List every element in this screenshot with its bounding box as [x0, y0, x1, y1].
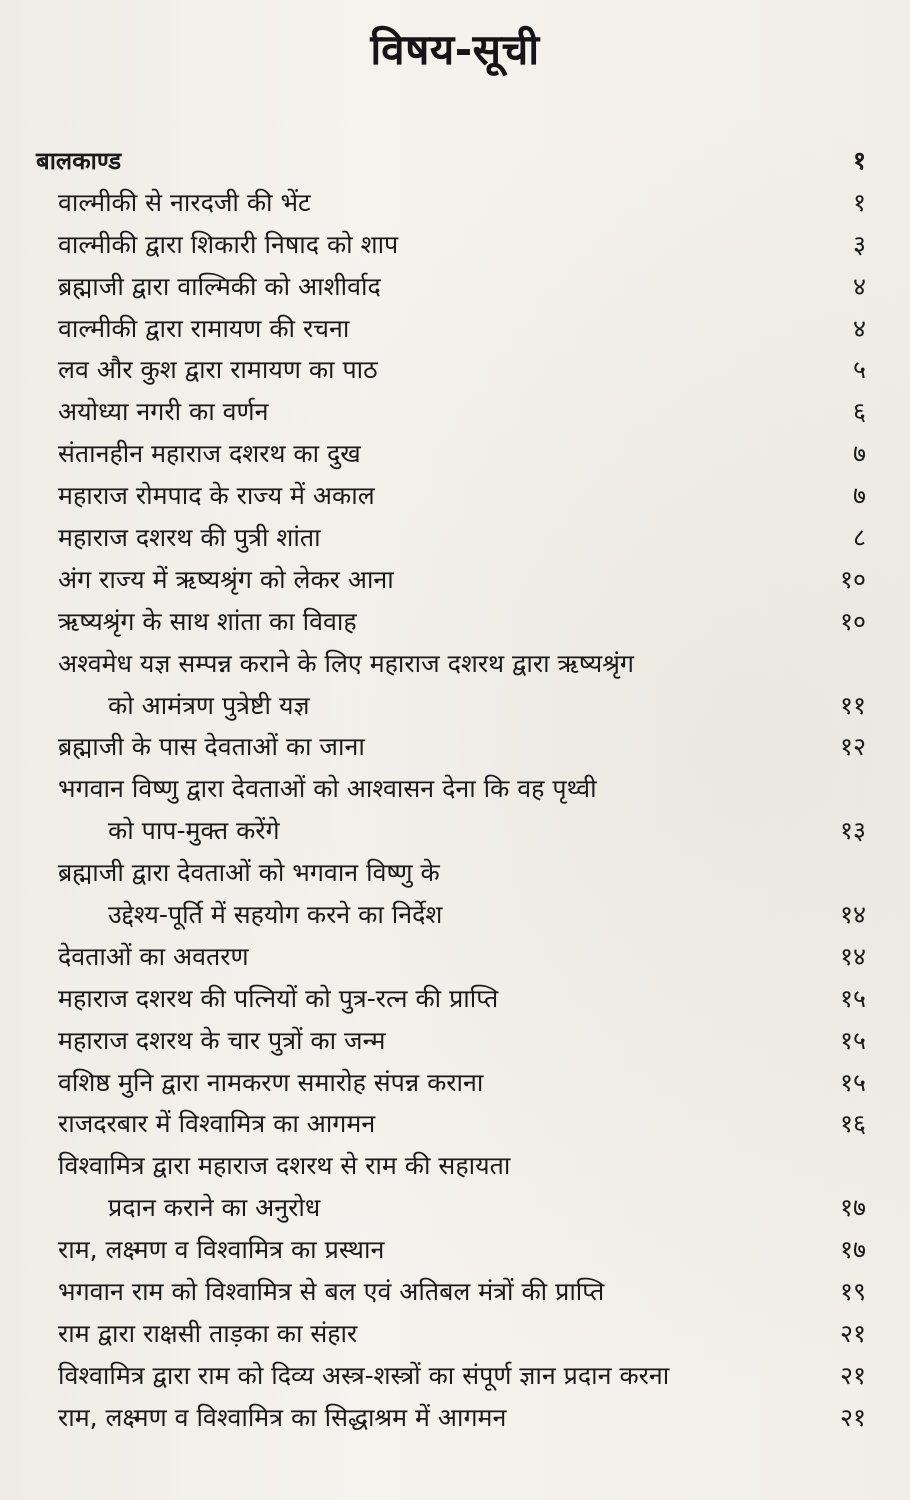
- toc-entry-page-number: २१: [839, 1360, 866, 1390]
- toc-entry-label: महाराज दशरथ के चार पुत्रों का जन्म: [58, 1025, 386, 1055]
- toc-entry-row: [0, 978, 910, 1020]
- toc-entry-label: अंग राज्य में ऋष्यश्रृंग को लेकर आना: [58, 564, 394, 594]
- toc-entry-label: देवताओं का अवतरण: [58, 941, 249, 971]
- toc-entry-label: महाराज दशरथ की पुत्री शांता: [58, 523, 321, 553]
- toc-entry-page-number: १५: [839, 983, 866, 1013]
- toc-entry-page-number: ७: [852, 439, 866, 469]
- toc-entry-row: [0, 643, 910, 685]
- toc-entry-label: विश्वामित्र द्वारा महाराज दशरथ से राम की सहायता: [58, 1151, 511, 1181]
- toc-entry-page-number: १६: [839, 1109, 866, 1139]
- toc-entry-row: [0, 810, 910, 852]
- toc-entry-page-number: १०: [839, 564, 866, 594]
- toc-entry-row: [0, 1229, 910, 1271]
- toc-entry-row: [0, 768, 910, 810]
- toc-entry-page-number: १७: [839, 1193, 866, 1223]
- section-page-number: १: [852, 146, 866, 175]
- toc-entry-label: राजदरबार में विश्वामित्र का आगमन: [58, 1109, 376, 1139]
- toc-entry-row: [0, 685, 910, 727]
- toc-entry-label: राम द्वारा राक्षसी ताड़का का संहार: [58, 1318, 358, 1348]
- toc-entry-row: [0, 475, 910, 517]
- toc-entry-label: वशिष्ठ मुनि द्वारा नामकरण समारोह संपन्न कराना: [58, 1067, 484, 1097]
- toc-entry-page-number: ४: [852, 271, 866, 301]
- toc-entry-label: महाराज रोमपाद के राज्य में अकाल: [58, 481, 375, 511]
- toc-entry-label: को पाप-मुक्त करेंगे: [108, 816, 280, 846]
- toc-entry-label: वाल्मीकी द्वारा शिकारी निषाद को शाप: [58, 229, 399, 259]
- toc-entry-label: अश्वमेध यज्ञ सम्पन्न कराने के लिए महाराज दशरथ द्वारा ऋष्यश्रृंग: [58, 648, 634, 678]
- toc-section-row: [0, 140, 910, 182]
- toc-entry-page-number: ११: [839, 690, 866, 720]
- toc-entry-page-number: ४: [852, 313, 866, 343]
- toc-entry-page-number: १: [852, 187, 866, 217]
- toc-entry-label: विश्वामित्र द्वारा राम को दिव्य अस्त्र-शस्त्रों का संपूर्ण ज्ञान प्रदान करना: [58, 1360, 670, 1390]
- toc-entry-label: लव और कुश द्वारा रामायण का पाठ: [58, 355, 378, 385]
- toc-entry-page-number: ३: [852, 229, 866, 259]
- toc-entry-label: महाराज दशरथ की पत्नियों को पुत्र-रत्न की प्राप्ति: [58, 983, 499, 1013]
- toc-entry-row: [0, 1313, 910, 1355]
- toc-entry-row: [0, 1062, 910, 1104]
- toc-entry-row: [0, 559, 910, 601]
- toc-entry-label: प्रदान कराने का अनुरोध: [108, 1193, 321, 1223]
- toc-entry-page-number: १०: [839, 606, 866, 636]
- toc-entry-page-number: १३: [839, 816, 866, 846]
- toc-entry-label: ब्रह्माजी के पास देवताओं का जाना: [58, 732, 365, 762]
- toc-entry-page-number: ७: [852, 481, 866, 511]
- toc-entry-row: [0, 517, 910, 559]
- toc-entry-row: [0, 391, 910, 433]
- toc-entry-row: [0, 1020, 910, 1062]
- toc-entry-label: ऋष्यश्रृंग के साथ शांता का विवाह: [58, 606, 357, 636]
- page-title: विषय-सूची: [370, 25, 540, 74]
- toc-entry-row: [0, 1271, 910, 1313]
- toc-entry-label: ब्रह्माजी द्वारा देवताओं को भगवान विष्णु के: [58, 858, 440, 888]
- toc-entry-row: [0, 1103, 910, 1145]
- toc-entry-label: ब्रह्माजी द्वारा वाल्मिकी को आशीर्वाद: [58, 271, 381, 301]
- toc-entry-page-number: १७: [839, 1235, 866, 1265]
- toc-entry-label: भगवान राम को विश्वामित्र से बल एवं अतिबल मंत्रों की प्राप्ति: [58, 1277, 605, 1307]
- toc-entry-row: [0, 224, 910, 266]
- toc-entry-row: [0, 182, 910, 224]
- toc-entry-label: वाल्मीकी से नारदजी की भेंट: [58, 187, 311, 217]
- toc-entry-page-number: १५: [839, 1067, 866, 1097]
- toc-entry-page-number: ५: [852, 355, 866, 385]
- toc-entry-row: [0, 308, 910, 350]
- toc-entry-row: [0, 349, 910, 391]
- toc-entry-row: [0, 1145, 910, 1187]
- toc-entry-row: [0, 266, 910, 308]
- toc-entry-label: अयोध्या नगरी का वर्णन: [58, 397, 269, 427]
- toc-entry-label: संतानहीन महाराज दशरथ का दुख: [58, 439, 361, 469]
- toc-entry-page-number: १२: [839, 732, 866, 762]
- toc-entry-row: [0, 1187, 910, 1229]
- toc-entry-row: [0, 936, 910, 978]
- toc-entry-page-number: १५: [839, 1025, 866, 1055]
- toc-entry-page-number: २१: [839, 1318, 866, 1348]
- toc-entry-row: [0, 894, 910, 936]
- toc-entry-page-number: १४: [839, 941, 866, 971]
- toc-entry-label: राम, लक्ष्मण व विश्वामित्र का सिद्धाश्रम में आगमन: [58, 1402, 507, 1432]
- toc-entry-label: वाल्मीकी द्वारा रामायण की रचना: [58, 313, 350, 343]
- toc-entry-label: को आमंत्रण पुत्रेष्टी यज्ञ: [108, 690, 310, 720]
- toc-entry-label: भगवान विष्णु द्वारा देवताओं को आश्वासन देना कि वह पृथ्वी: [58, 774, 597, 804]
- toc-entry-page-number: १४: [839, 900, 866, 930]
- toc-entry-row: [0, 433, 910, 475]
- toc-entry-row: [0, 1397, 910, 1439]
- toc-entry-row: [0, 852, 910, 894]
- toc-entry-page-number: ६: [852, 397, 866, 427]
- toc-entry-page-number: १९: [839, 1277, 866, 1307]
- table-of-contents: [0, 140, 910, 1439]
- toc-entry-row: [0, 1355, 910, 1397]
- toc-entry-page-number: ८: [852, 523, 866, 553]
- toc-entry-row: [0, 601, 910, 643]
- toc-entry-page-number: २१: [839, 1402, 866, 1432]
- toc-entry-row: [0, 726, 910, 768]
- toc-entry-label: उद्देश्य-पूर्ति में सहयोग करने का निर्देश: [108, 900, 443, 930]
- section-title: बालकाण्ड: [36, 147, 122, 175]
- toc-entry-label: राम, लक्ष्मण व विश्वामित्र का प्रस्थान: [58, 1235, 385, 1265]
